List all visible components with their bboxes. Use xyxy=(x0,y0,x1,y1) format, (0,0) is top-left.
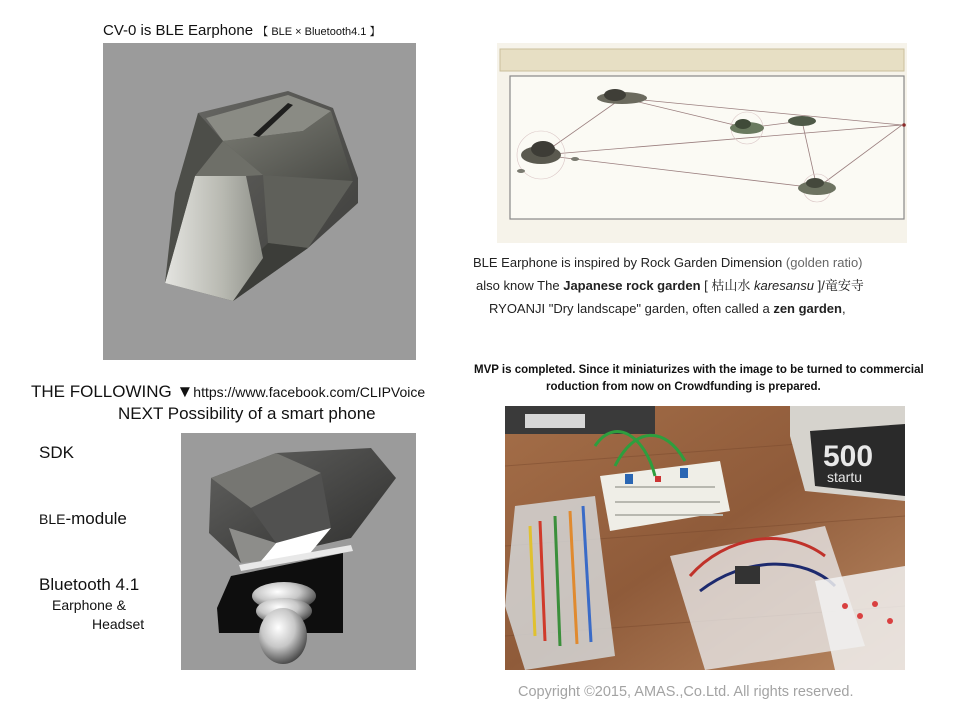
caption-text: ]/竜安寺 xyxy=(817,278,864,293)
breadboard-illustration xyxy=(505,406,905,670)
caption-text: , xyxy=(841,301,846,316)
box-logo-number: 500 xyxy=(823,440,874,473)
following-label: THE FOLLOWING ▼ xyxy=(31,382,194,401)
feature-earphone: Earphone & xyxy=(52,597,126,613)
garden-caption-line3 xyxy=(489,301,846,316)
feature-sdk: SDK xyxy=(39,443,74,462)
prototype-photo xyxy=(505,406,905,670)
following-line xyxy=(31,382,425,402)
feature-ble-module xyxy=(39,509,127,529)
facebook-link[interactable]: https://www.facebook.com/CLIPVoice xyxy=(193,384,426,400)
feature-headset: Headset xyxy=(92,616,145,632)
garden-caption-line2 xyxy=(476,275,864,294)
ble-prefix: BLE xyxy=(39,511,66,527)
box-logo-text: startu xyxy=(827,469,863,485)
feature-bluetooth: Bluetooth 4.1 xyxy=(39,575,140,594)
caption-bold: Japanese rock garden xyxy=(563,278,701,293)
mvp-line2: roduction from now on Crowdfunding is prepared. xyxy=(546,381,821,393)
caption-text: BLE Earphone is inspired by Rock Garden Dimension xyxy=(473,255,783,270)
ble-suffix: -module xyxy=(65,509,127,528)
caption-italic: karesansu xyxy=(754,278,814,293)
caption-text: RYOANJI "Dry landscape" garden, often called a xyxy=(489,301,770,316)
copyright-text: Copyright ©2015, AMAS.,Co.Ltd. All rights reserved. xyxy=(518,684,854,700)
title-main: CV-0 is BLE Earphone xyxy=(103,22,254,39)
caption-bold: zen garden xyxy=(773,301,842,316)
earphone-bud-illustration xyxy=(181,433,416,670)
page-title xyxy=(103,22,380,39)
rock-garden-drawing xyxy=(497,43,907,243)
rock-garden-illustration xyxy=(497,43,907,243)
title-sub: 【 BLE × Bluetooth4.1 】 xyxy=(257,26,381,38)
earphone-shell-illustration xyxy=(103,43,416,360)
earphone-render-bottom xyxy=(181,433,416,670)
next-possibility: NEXT Possibility of a smart phone xyxy=(118,404,376,423)
earphone-render-top xyxy=(103,43,416,360)
caption-text: also know The xyxy=(476,278,560,293)
caption-text: [ 枯山水 xyxy=(704,278,751,293)
garden-caption-line1 xyxy=(473,255,863,270)
caption-note: (golden ratio) xyxy=(785,255,863,270)
mvp-line1: MVP is completed. Since it miniaturizes with the image to be turned to commercial xyxy=(474,364,924,376)
